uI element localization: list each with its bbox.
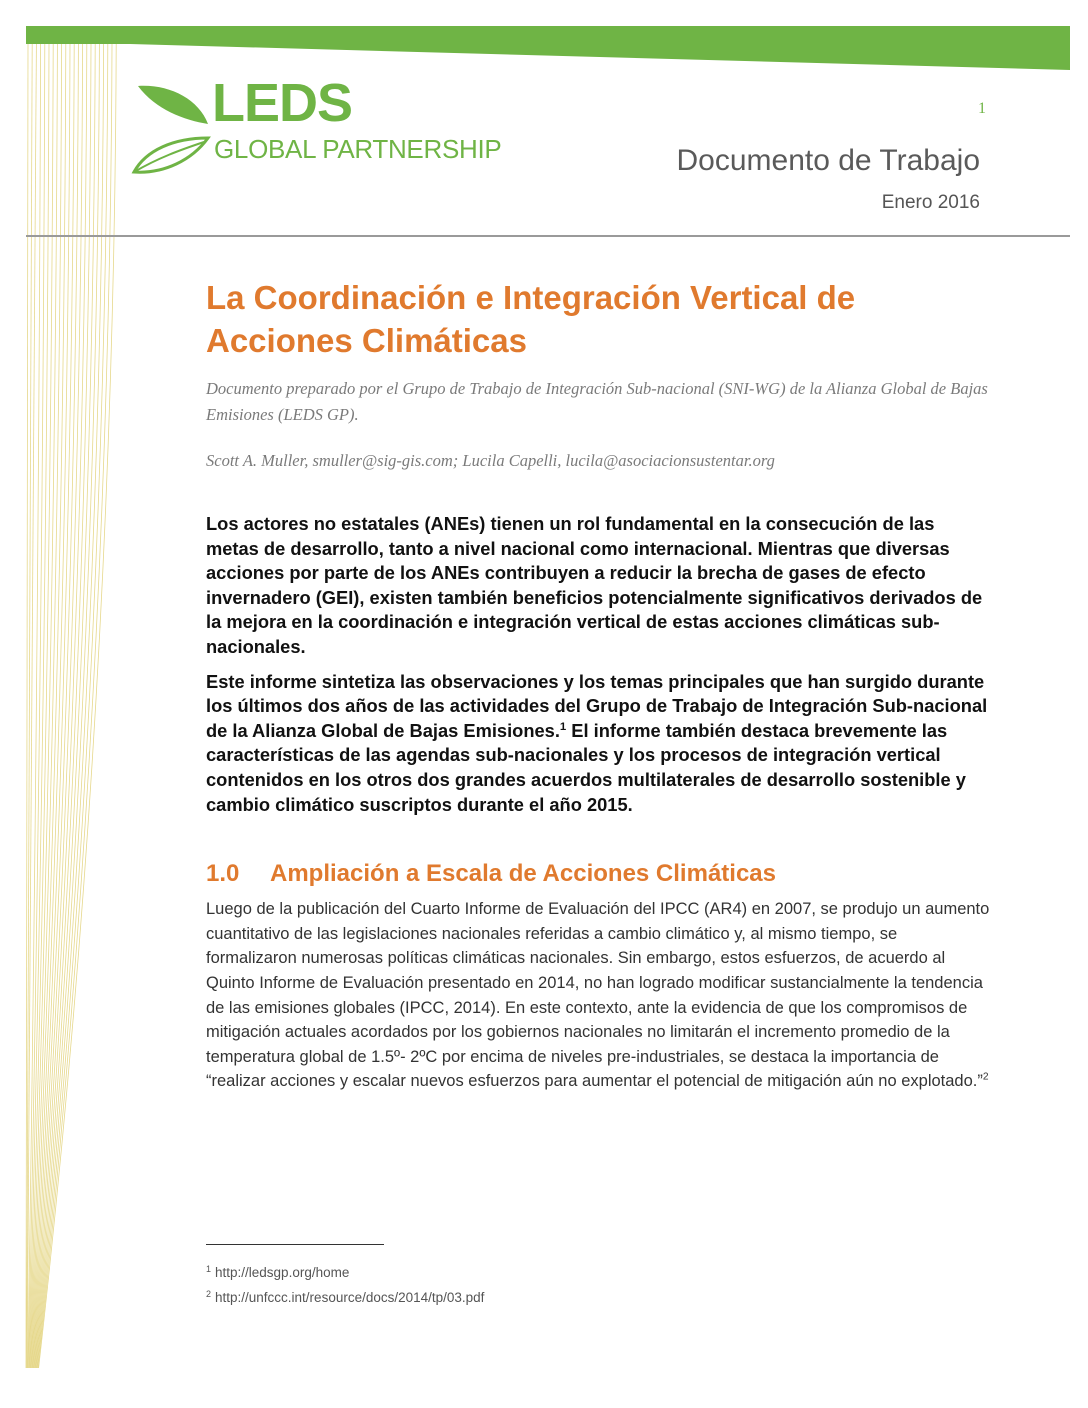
section-heading [206, 859, 992, 889]
body-text: Luego de la publicación del Cuarto Informe de Evaluación del IPCC (AR4) en 2007, se produjo un aumento cuantitativo de las legislaciones nacionales referidas a cambio climático y, al mismo tiempo, se formalizaron numerosas políticas climáticas nacionales. Sin embargo, estos esfuerzos, de acuerdo al Quinto Informe de Evaluación presentado en 2014, no han logrado modificar sustancialmente la tendencia de las emisiones globales (IPCC, 2014). En este contexto, ante la evidencia de que los compromisos de mitigación actuales acordados por los gobiernos nacionales no limitarán el incremento promedio de la temperatura global de 1.5º- 2ºC por encima de niveles pre-industriales, se destaca la importancia de “realizar acciones y escalar nuevos esfuerzos para aumentar el potencial de mitigación aún no explotado.” [206, 900, 990, 1091]
footnote-ref: 2 [982, 1071, 989, 1083]
section-number: 1.0 [206, 860, 240, 888]
section-body [206, 897, 992, 1094]
header-divider [26, 235, 1070, 237]
side-line [36, 44, 99, 1368]
section-title: Ampliación a Escala de Acciones Climáticas [270, 860, 776, 888]
footnote-number: 2 [206, 1288, 212, 1299]
footnotes [206, 1264, 484, 1314]
abstract-text: Este informe sintetiza las observaciones y los temas principales que han surgido durante los últimos dos años de las actividades del Grupo de Trabajo de Integración Sub-nacional de la Alianza Global de Bajas Emisiones. [206, 670, 988, 741]
footnote-ref: 1 [559, 720, 567, 733]
side-line [27, 44, 36, 1368]
footnote [206, 1289, 484, 1314]
leds-logo [128, 73, 528, 180]
logo-wordmark: LEDS [212, 73, 353, 133]
document-subtitle: Documento preparado por el Grupo de Trabajo de Integración Sub-nacional (SNI-WG) de la Alianza Global de Bajas Emisiones (LEDS GP). [206, 379, 988, 424]
authors-line: Scott A. Muller, smuller@sig-gis.com; Lucila Capelli, lucila@asociacionsustentar.org [206, 451, 775, 470]
page-number: 1 [978, 100, 986, 117]
main-content [206, 276, 992, 1094]
abstract-paragraph [206, 670, 992, 818]
footnote-divider [206, 1244, 384, 1245]
abstract-text: El informe también destaca brevemente las características de las agendas sub-nacionales y los procesos de integración vertical contenidos en los otros dos grandes acuerdos multilaterales de desarrollo sostenible y cambio climático suscriptos durante el año 2015. [206, 719, 966, 815]
side-line [36, 44, 96, 1368]
leaf-icon [128, 80, 218, 180]
document-date: Enero 2016 [881, 192, 980, 213]
document-title: La Coordinación e Integración Vertical de Acciones Climáticas [206, 279, 856, 359]
footnote-link[interactable]: http://ledsgp.org/home [215, 1265, 350, 1280]
header-band [0, 0, 1088, 80]
document-type: Documento de Trabajo [676, 144, 980, 177]
footnote [206, 1264, 484, 1289]
side-line [38, 44, 112, 1368]
abstract [206, 512, 992, 817]
decorative-side-lines [0, 0, 130, 1408]
logo-subtitle: GLOBAL PARTNERSHIP [214, 134, 502, 164]
footnote-link[interactable]: http://unfccc.int/resource/docs/2014/tp/03.pdf [215, 1290, 485, 1305]
abstract-paragraph: Los actores no estatales (ANEs) tienen un rol fundamental en la consecución de las metas de desarrollo, tanto a nivel nacional como internacional. Mientras que diversas acciones por parte de los ANEs contribuyen a reducir la brecha de gases de efecto invernadero (GEI), existen también beneficios potencialmente significativos derivados de la mejora en la coordinación e integración vertical de estas acciones climáticas sub-nacionales. [206, 513, 983, 657]
footnote-number: 1 [206, 1263, 212, 1274]
